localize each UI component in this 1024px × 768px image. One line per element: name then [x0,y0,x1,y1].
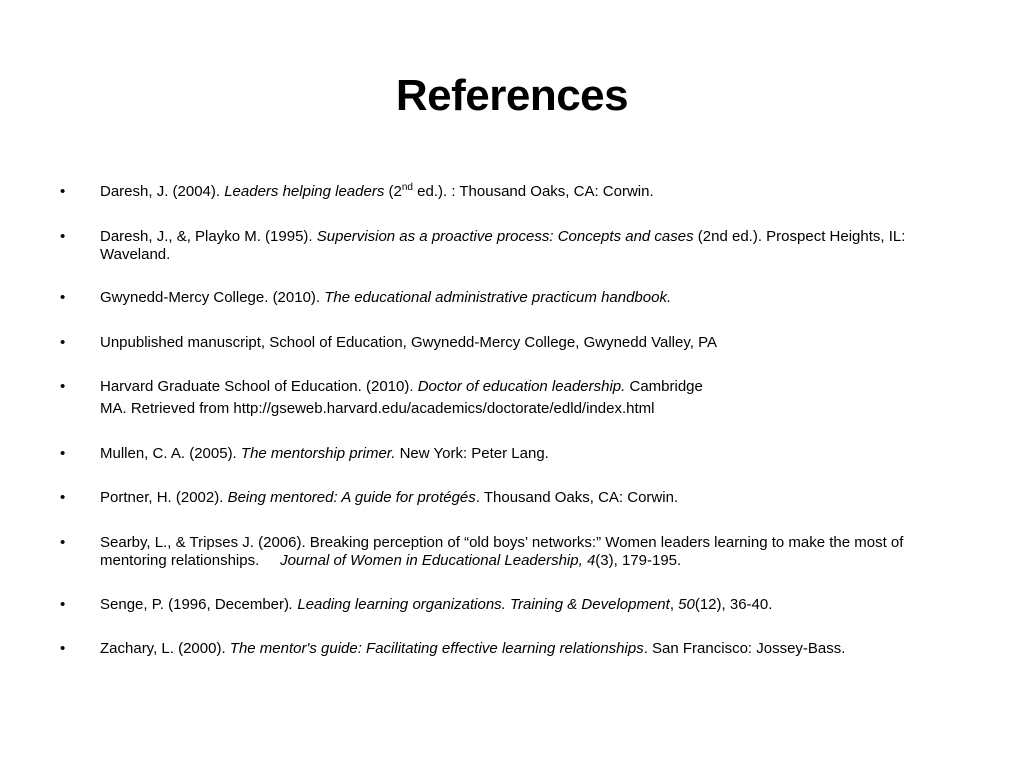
bullet: • [60,445,66,462]
reference-text: Harvard Graduate School of Education. (2010). Doctor of education leadership. Cambridge MA. Retrieved from http://gseweb.harvard.edu/academics/doctorate/edld/index.html [100,378,962,418]
bullet: • [60,228,66,245]
reference-text: Daresh, J. (2004). Leaders helping leaders (2nd ed.). : Thousand Oaks, CA: Corwin. [100,182,654,200]
reference-text: Searby, L., & Tripses J. (2006). Breaking perception of “old boys’ networks:” Women leaders learning to make the most of mentoring relationships. Journal of Women in Educational Leadership, 4(3), 179-195. [100,534,908,569]
bullet: • [60,596,66,613]
bullet: • [60,534,66,551]
reference-text: Zachary, L. (2000). The mentor's guide: Facilitating effective learning relationships. San Francisco: Jossey-Bass. [100,640,846,657]
reference-text: Daresh, J., &, Playko M. (1995). Supervision as a proactive process: Concepts and cases (2nd ed.). Prospect Heights, IL: Waveland. [100,228,906,263]
bullet: • [60,378,66,395]
reference-text: Gwynedd-Mercy College. (2010). The educational administrative practicum handbook. [100,289,672,306]
reference-url-line: MA. Retrieved from http://gseweb.harvard.edu/academics/doctorate/edld/index.html [100,400,655,417]
bullet: • [60,334,66,351]
reference-text: Mullen, C. A. (2005). The mentorship primer. New York: Peter Lang. [100,445,549,462]
slide-title: References [395,71,629,120]
reference-text: Unpublished manuscript, School of Education, Gwynedd-Mercy College, Gwynedd Valley, PA [100,334,717,351]
reference-text: Senge, P. (1996, December). Leading learning organizations. Training & Development, 50(12), 36-40. [100,596,773,613]
bullet: • [60,640,66,657]
bullet: • [60,183,66,200]
reference-text: Portner, H. (2002). Being mentored: A guide for protégés. Thousand Oaks, CA: Corwin. [100,489,679,506]
bullet: • [60,289,66,306]
bullet: • [60,489,66,506]
